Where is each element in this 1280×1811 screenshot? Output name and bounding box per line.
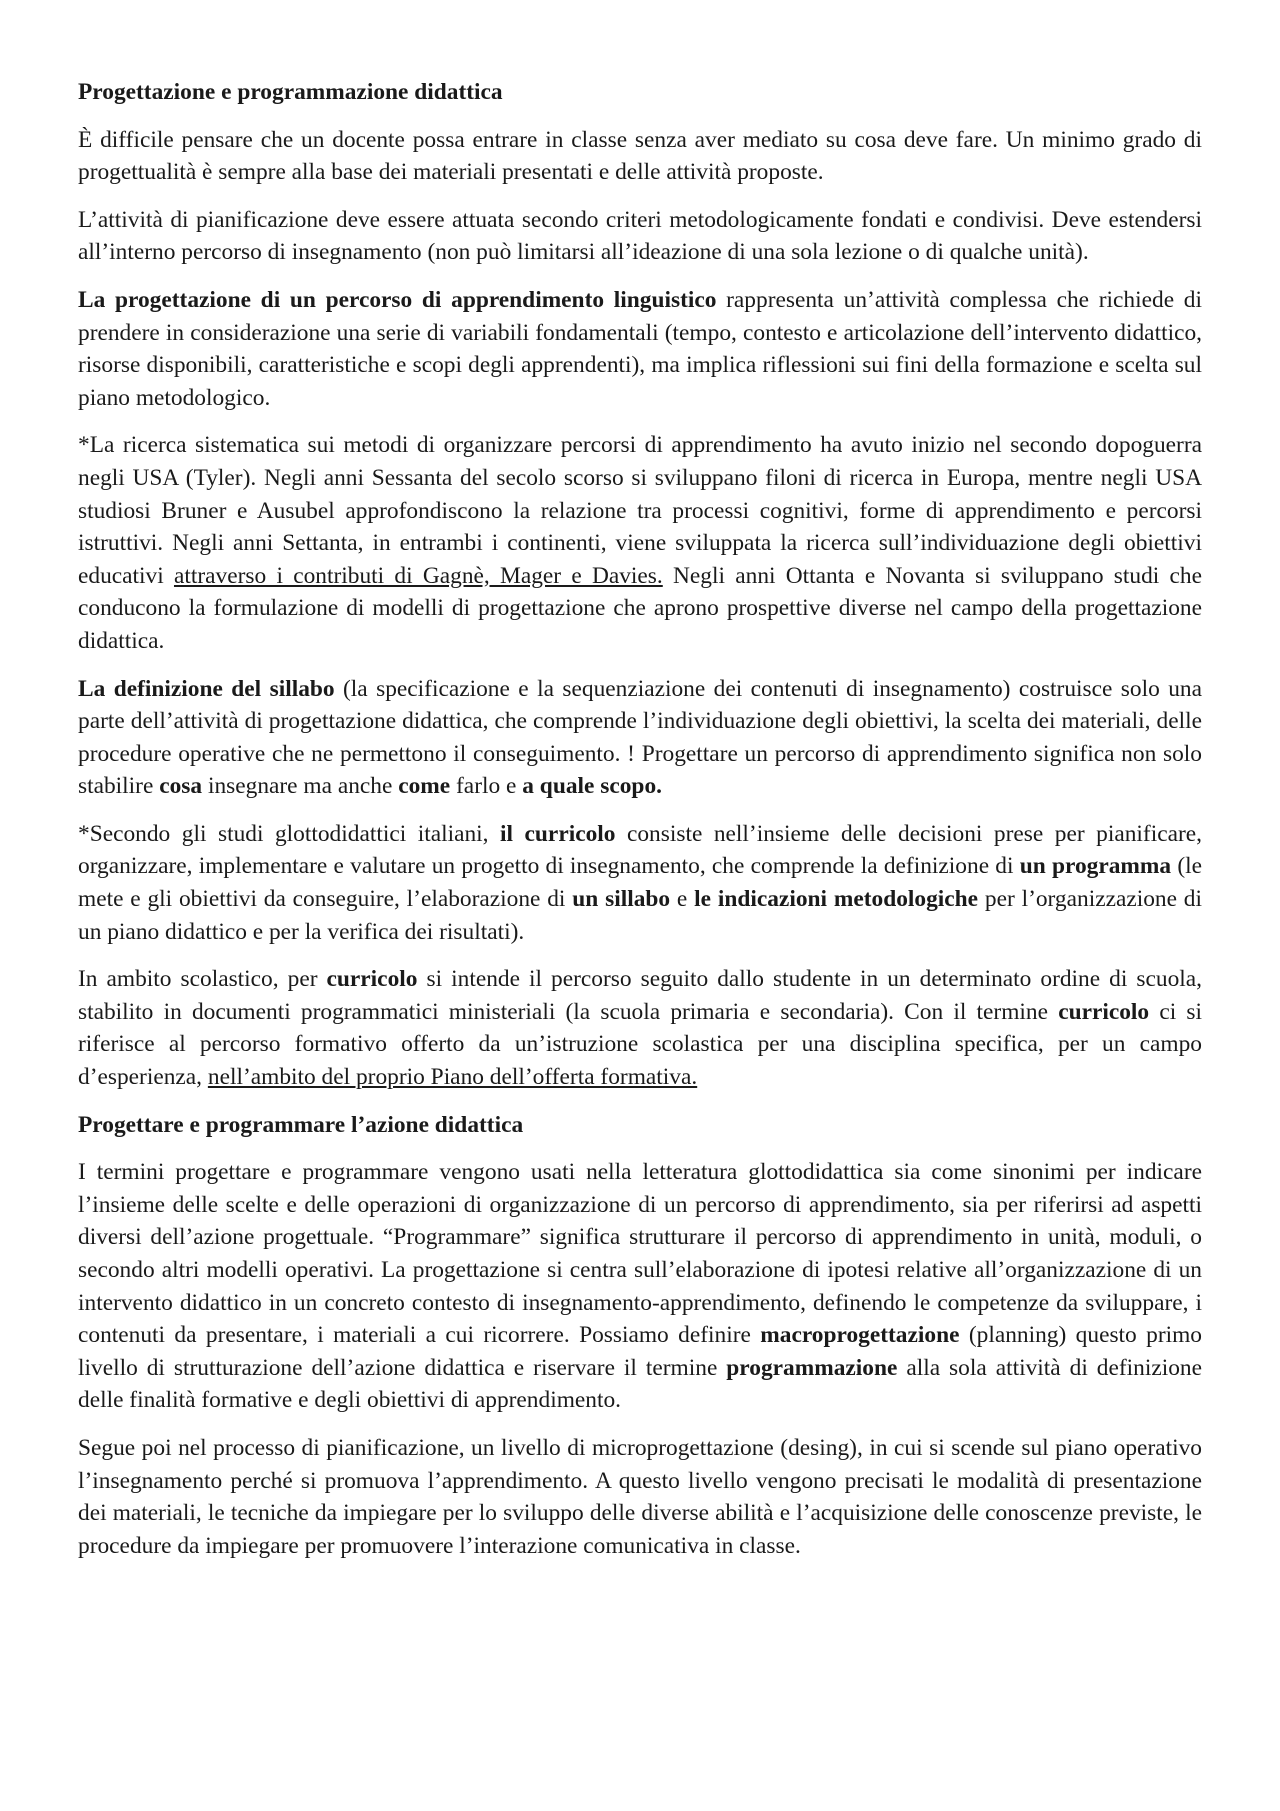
paragraph-sillabo [78,673,1202,803]
paragraph-text: alla sola attività di definizione delle finalità formative e degli obiettivi di apprendimento. [78,1354,1202,1414]
paragraph-text: si intende il percorso seguito dallo studente in un determinato ordine di scuola, stabilito in documenti programmatici ministeriali (la scuola primaria e secondaria). Con il termine [78,966,1202,1025]
bold-term: il curricolo [500,820,616,847]
underlined-text: attraverso i contributi di Gagnè, Mager e Davies. [173,562,663,589]
paragraph-progettazione-percorso [78,284,1202,414]
section-heading-progettare: Progettare e programmare l’azione didattica [78,1111,524,1138]
paragraph-text: In ambito scolastico, per [78,966,327,993]
paragraph-text: Negli anni Ottanta e Novanta si sviluppano studi che conducono la formulazione di modelli di progettazione che aprono prospettive diverse nel campo della progettazione didattica. [78,562,1202,654]
paragraph-text: rappresenta un’attività complessa che richiede di prendere in considerazione una serie di variabili fondamentali (tempo, contesto e articolazione dell’intervento didattico, risorse disponibili, caratteristiche e scopi degli apprendenti), ma implica riflessioni sui fini della formazione e scelta sul piano metodologico. [78,286,1202,411]
paragraph-text: (planning) questo primo livello di strutturazione dell’azione didattica e riservare il termine [78,1322,1203,1381]
paragraph-text: per l’organizzazione di un piano didattico e per la verifica dei risultati). [78,886,1203,945]
paragraph-ambito-scolastico [78,963,1202,1093]
paragraph-text: e [670,886,695,913]
paragraph-intro: È difficile pensare che un docente possa entrare in classe senza aver mediato su cosa deve fare. Un minimo grado di progettualità è sempre alla base dei materiali presentati e delle attività proposte. [78,126,1202,186]
bold-term: curricolo [1058,998,1150,1025]
section-heading-progettazione: Progettazione e programmazione didattica [78,79,503,105]
paragraph-text: consiste nell’insieme delle decisioni prese per pianificare, organizzare, implementare e valutare un progetto di insegnamento, che comprende la definizione di [78,820,1202,880]
bold-term: le indicazioni metodologiche [694,886,979,913]
bold-term: cosa [159,773,203,800]
paragraph-termini [78,1156,1202,1417]
bold-term: La definizione del sillabo [78,675,335,702]
paragraph-microprogettazione: Segue poi nel processo di pianificazione, un livello di microprogettazione (desing), in cui si scende sul piano operativo l’insegnamento perché si promuova l’apprendimento. A questo livello vengono precisati le modalità di presentazione dei materiali, le tecniche da impiegare per lo sviluppo delle diverse abilità e l’acquisizione delle conoscenze previste, le procedure da impiegare per promuovere l’interazione comunicativa in classe. [78,1434,1202,1559]
paragraph-text: ci si riferisce al percorso formativo offerto da un’istruzione scolastica per una disciplina specifica, per un campo d’esperienza, [78,998,1202,1091]
paragraph-text: *La ricerca sistematica sui metodi di organizzare percorsi di apprendimento ha avuto inizio nel secondo dopoguerra negli USA (Tyler). Negli anni Sessanta del secolo scorso si sviluppano filoni di ricerca in Europa, mentre negli USA studiosi Bruner e Ausubel approfondiscono la relazione tra processi cognitivi, forme di apprendimento e percorsi istruttivi. Negli anni Settanta, in entrambi i continenti, viene sviluppata la ricerca sull’individuazione degli obiettivi educativi [78,432,1202,589]
paragraph-text: insegnare ma anche [202,773,399,800]
paragraph-text: (la specificazione e la sequenziazione dei contenuti di insegnamento) costruisce solo una parte dell’attività di progettazione didattica, che comprende l’individuazione degli obiettivi, la scelta dei materiali, delle procedure operative che ne permettono il conseguimento. ! Progettare un percorso di apprendimento significa non solo stabilire [78,675,1202,800]
paragraph-text: I termini progettare e programmare vengono usati nella letteratura glottodidattica sia come sinonimi per indicare l’insieme delle scelte e delle operazioni di organizzazione di un percorso di apprendimento, sia per riferirsi ad aspetti diversi dell’azione progettuale. “Programmare” significa strutturare il percorso di apprendimento in unità, moduli, o secondo altri modelli operativi. La progettazione si centra sull’elaborazione di ipotesi relative all’organizzazione di un intervento didattico in un concreto contesto di insegnamento-apprendimento, definendo le competenze da sviluppare, i contenuti da presentare, i materiali a cui ricorrere. Possiamo definire [78,1159,1202,1349]
paragraph-curricolo [78,818,1202,948]
bold-term: programmazione [726,1354,898,1381]
bold-term: un sillabo [572,886,671,913]
bold-term: a quale scopo. [522,773,662,800]
bold-term: La progettazione di un percorso di apprendimento linguistico [78,286,717,313]
paragraph-text: (le mete e gli obiettivi da conseguire, l’elaborazione di [78,853,1202,913]
bold-term: macroprogettazione [760,1322,960,1349]
bold-term: come [398,773,451,800]
bold-term: un programma [1019,853,1172,880]
paragraph-text: farlo e [450,773,523,800]
paragraph-pianificazione: L’attività di pianificazione deve essere attuata secondo criteri metodologicamente fondati e condivisi. Deve estendersi all’interno percorso di insegnamento (non può limitarsi all’ideazione di una sola lezione o di qualche unità). [78,206,1202,266]
bold-term: curricolo [326,966,418,993]
underlined-text: nell’ambito del proprio Piano dell’offerta formativa. [207,1064,698,1091]
paragraph-text: *Secondo gli studi glottodidattici italiani, [78,820,501,847]
paragraph-ricerca-sistematica [78,429,1202,657]
